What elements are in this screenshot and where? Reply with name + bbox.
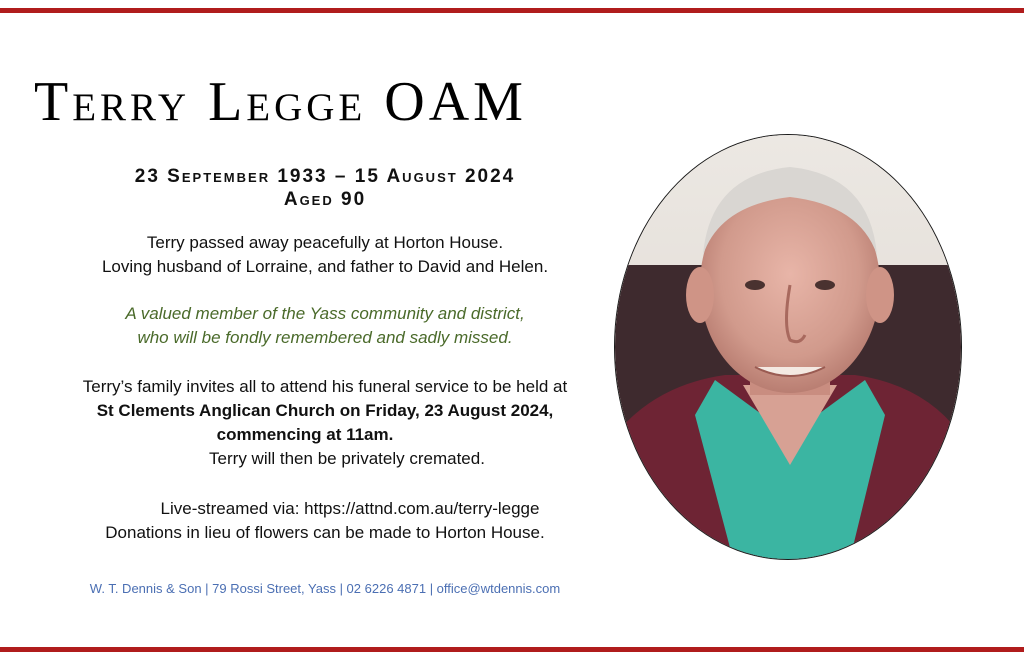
tribute-line-1: A valued member of the Yass community and district, <box>125 304 525 323</box>
bottom-border-rule <box>0 647 1024 652</box>
tribute-line-2: who will be fondly remembered and sadly missed. <box>137 328 513 347</box>
top-border-rule <box>0 8 1024 13</box>
funeral-director-footer: W. T. Dennis & Son | 79 Rossi Street, Yass | 02 6226 4871 | office@wtdennis.com <box>89 581 561 596</box>
passing-line-1: Terry passed away peacefully at Horton House. <box>146 233 504 252</box>
info-paragraph <box>40 497 610 545</box>
service-paragraph <box>40 375 610 471</box>
life-dates-block <box>40 165 610 211</box>
cremation-note: Terry will then be privately cremated. <box>209 449 485 468</box>
age: Aged 90 <box>283 189 367 210</box>
passing-paragraph <box>40 231 610 279</box>
passing-line-2: Loving husband of Lorraine, and father to David and Helen. <box>101 257 549 276</box>
portrait-photo <box>614 134 962 560</box>
donations-note: Donations in lieu of flowers can be made to Horton House. <box>105 523 545 542</box>
life-dates: 23 September 1933 – 15 August 2024 <box>134 166 516 187</box>
portrait-illustration <box>615 135 961 559</box>
service-venue: St Clements Anglican Church on Friday, 23 August 2024, <box>96 401 554 420</box>
deceased-name: Terry Legge OAM <box>34 71 527 133</box>
service-line-1: Terry’s family invites all to attend his funeral service to be held at <box>82 377 568 396</box>
tribute-paragraph <box>40 302 610 350</box>
livestream-link[interactable]: Live-streamed via: https://attnd.com.au/terry-legge <box>160 499 540 518</box>
service-time: commencing at 11am. <box>216 425 394 444</box>
